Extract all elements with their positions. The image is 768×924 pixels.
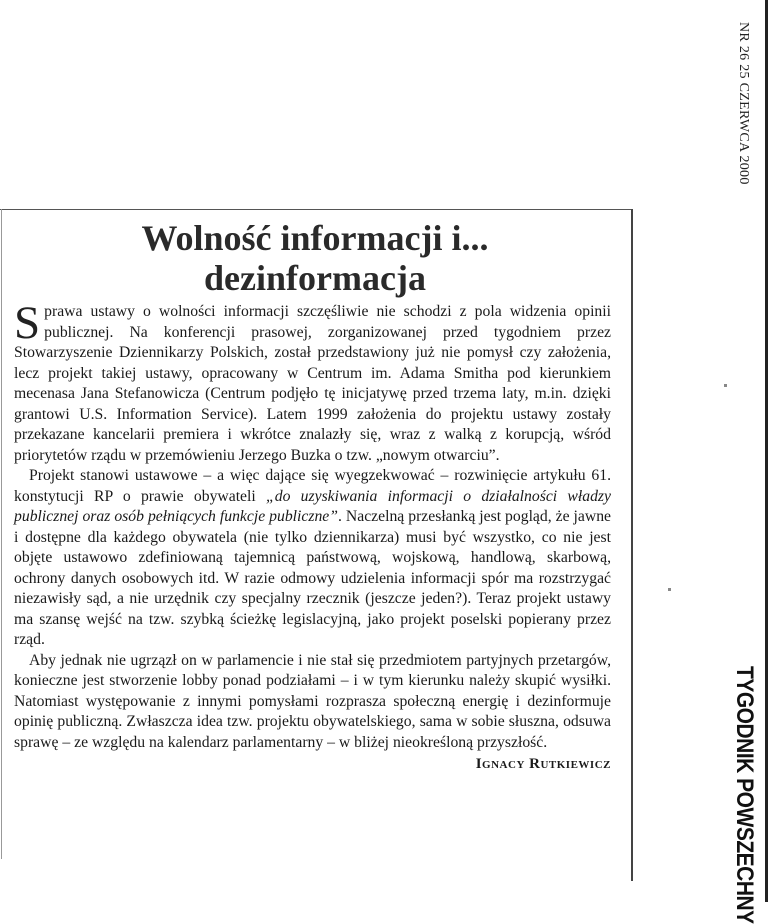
publication-logo: TYGODNIK POWSZECHNY xyxy=(731,666,758,924)
paragraph-2-text-start: Projekt stanowi ustawowe – a więc dające się wyegzekwować – rozwinięcie artykułu 61. konstytucji RP o prawie obywateli xyxy=(14,467,611,505)
article-title-line-2: dezinformacja xyxy=(204,258,426,298)
paragraph-3: Aby jednak nie ugrzązł on w parlamencie i nie stał się przedmiotem partyjnych przetargów, konieczne jest stworzenie lobby ponad podziałami – i w tym kierunku należy skupić wysiłki. Natomiast występowanie z innymi pomysłami rozprasza społeczną energię i dezinformuje opinię publiczną. Zwłaszcza idea tzw. projektu obywatelskiego, sama w sobie słuszna, odsuwa sprawę – ze względu na kalendarz parlamentarny – w bliżej nieokreśloną przyszłość. xyxy=(14,651,611,751)
article-title-line-1: Wolność informacji i... xyxy=(141,218,489,258)
article-frame-left xyxy=(1,209,2,859)
article-frame-top xyxy=(0,209,633,210)
paragraph-2 xyxy=(14,466,611,651)
scan-speck xyxy=(724,384,727,387)
paragraph-2-text-end: . Naczelną przesłanką jest pogląd, że jawne i dostępne dla każdego obywatela (nie tylko dziennikarza) musi być wszystko, co nie jest objęte ustawowo zdefiniowaną tajemnicą państwową, wojskową, handlową, skarbową, ochrony danych osobowych itd. W razie odmowy udzielenia informacji spór ma rozstrzygać niezawisły sąd, a nie urzędnik czy specjalny rzecznik (jeszcze jeden?). Teraz projekt ustawy ma szansę wejść na tzw. szybką ścieżkę legislacyjną, jako projekt poselski popierany przez rząd. xyxy=(14,508,611,648)
drop-cap: S xyxy=(14,297,41,349)
author-signature: Ignacy Rutkiewicz xyxy=(475,756,611,772)
article-frame-right xyxy=(631,209,633,881)
constitution-quote: „do uzyskiwania informacji o działalności władzy publicznej oraz osób pełniących funkcje publiczne” xyxy=(14,487,611,525)
paragraph-1 xyxy=(14,297,611,466)
article-body xyxy=(14,297,611,775)
issue-date-masthead: NR 26 25 CZERWCA 2000 xyxy=(736,22,751,185)
scan-speck xyxy=(668,588,671,591)
paragraph-1-text: prawa ustawy o wolności informacji szczęśliwie nie schodzi z pola widzenia opinii publicznej. Na konferencji prasowej, zorganizowanej przed tygodniem przez Stowarzyszenie Dziennikarzy Polskich, został przedstawiony już nie pomysł czy założenia, lecz projekt takiej ustawy, opracowany w Centrum im. Adama Smitha pod kierunkiem mecenasa Jana Stefanowicza (Centrum podjęło tę inicjatywę przed trzema laty, m.in. dzięki grantowi U.S. Information Service). Latem 1999 założenia do projektu ustawy zostały przekazane kancelarii premiera i wkrótce znalazły się, wraz z walką z korupcją, wśród priorytetów rządu w przemówieniu Jerzego Buzka o tzw. „nowym otwarciu”. xyxy=(14,303,611,464)
article-title xyxy=(90,218,540,298)
